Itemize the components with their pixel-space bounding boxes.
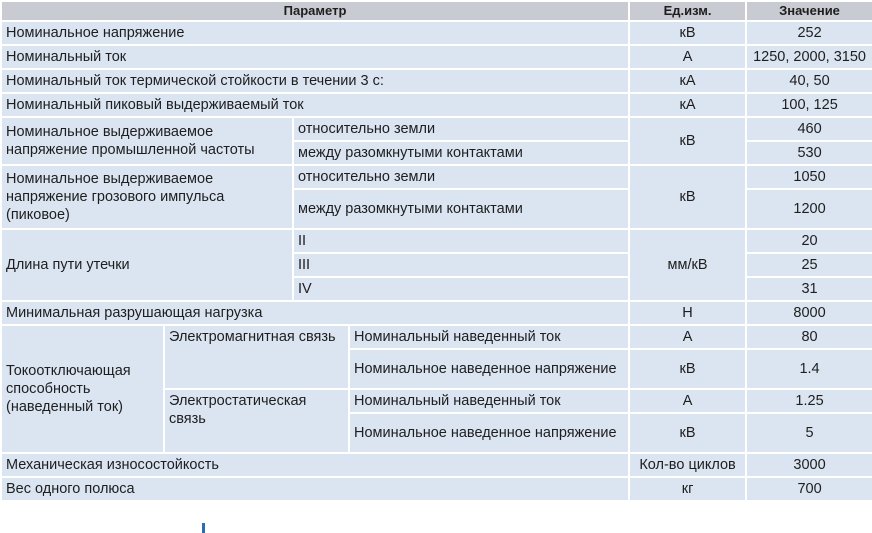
param-cell: Вес одного полюса (1, 477, 629, 501)
table-row (1, 45, 872, 69)
param-cell: Номинальное напряжение (1, 21, 629, 45)
table-row (1, 453, 872, 477)
table-row (1, 69, 872, 93)
sub-param-cell: относительно земли (293, 165, 629, 189)
unit-cell: кВ (629, 117, 746, 165)
header-value: Значение (746, 1, 872, 21)
sub-param-cell: относительно земли (293, 117, 629, 141)
sub-param-cell: III (293, 253, 629, 277)
param-cell: Длина пути утечки (1, 229, 293, 301)
value-cell: 20 (746, 229, 872, 253)
accent-marker (202, 523, 205, 533)
header-unit: Ед.изм. (629, 1, 746, 21)
value-cell: 80 (746, 325, 872, 349)
param-cell: Минимальная разрушающая нагрузка (1, 301, 629, 325)
unit-cell: А (629, 45, 746, 69)
sub-param-cell: Номинальный наведенный ток (349, 389, 629, 413)
value-cell: 252 (746, 21, 872, 45)
param-cell: Номинальное выдерживаемое напряжение промышленной частоты (1, 117, 293, 165)
header-row (1, 1, 872, 21)
value-cell: 40, 50 (746, 69, 872, 93)
unit-cell: кА (629, 93, 746, 117)
unit-cell: А (629, 325, 746, 349)
unit-cell: кВ (629, 413, 746, 453)
table-row (1, 165, 872, 189)
value-cell: 460 (746, 117, 872, 141)
table-row (1, 301, 872, 325)
sub-param-cell: между разомкнутыми контактами (293, 141, 629, 165)
unit-cell: Н (629, 301, 746, 325)
sub-param-cell: Номинальный наведенный ток (349, 325, 629, 349)
sub-param-cell: IV (293, 277, 629, 301)
value-cell: 31 (746, 277, 872, 301)
unit-cell: кА (629, 69, 746, 93)
table-row (1, 117, 872, 141)
unit-cell: А (629, 389, 746, 413)
sub-param-cell: II (293, 229, 629, 253)
unit-cell: кВ (629, 165, 746, 229)
table-row (1, 93, 872, 117)
unit-cell: кВ (629, 349, 746, 389)
header-param: Параметр (1, 1, 629, 21)
sub-param-cell: между разомкнутыми контактами (293, 189, 629, 229)
value-cell: 1200 (746, 189, 872, 229)
unit-cell: мм/кВ (629, 229, 746, 301)
table-row (1, 477, 872, 501)
value-cell: 530 (746, 141, 872, 165)
value-cell: 25 (746, 253, 872, 277)
table-row (1, 325, 872, 349)
value-cell: 1.4 (746, 349, 872, 389)
coupling-cell: Электростатическая связь (164, 389, 349, 453)
sub-param-cell: Номинальное наведенное напряжение (349, 349, 629, 389)
value-cell: 8000 (746, 301, 872, 325)
table-row (1, 229, 872, 253)
value-cell: 1250, 2000, 3150 (746, 45, 872, 69)
unit-cell: кг (629, 477, 746, 501)
table-row (1, 21, 872, 45)
value-cell: 3000 (746, 453, 872, 477)
value-cell: 5 (746, 413, 872, 453)
value-cell: 1050 (746, 165, 872, 189)
unit-cell: Кол-во циклов (629, 453, 746, 477)
param-cell: Механическая износостойкость (1, 453, 629, 477)
value-cell: 100, 125 (746, 93, 872, 117)
value-cell: 700 (746, 477, 872, 501)
param-cell: Номинальный пиковый выдерживаемый ток (1, 93, 629, 117)
param-cell: Номинальный ток термической стойкости в течении 3 с: (1, 69, 629, 93)
value-cell: 1.25 (746, 389, 872, 413)
param-cell: Номинальный ток (1, 45, 629, 69)
param-cell: Токоотключающая способность (наведенный ток) (1, 325, 164, 453)
sub-param-cell: Номинальное наведенное напряжение (349, 413, 629, 453)
param-cell: Номинальное выдерживаемое напряжение грозового импульса (пиковое) (1, 165, 293, 229)
coupling-cell: Электромагнитная связь (164, 325, 349, 389)
unit-cell: кВ (629, 21, 746, 45)
